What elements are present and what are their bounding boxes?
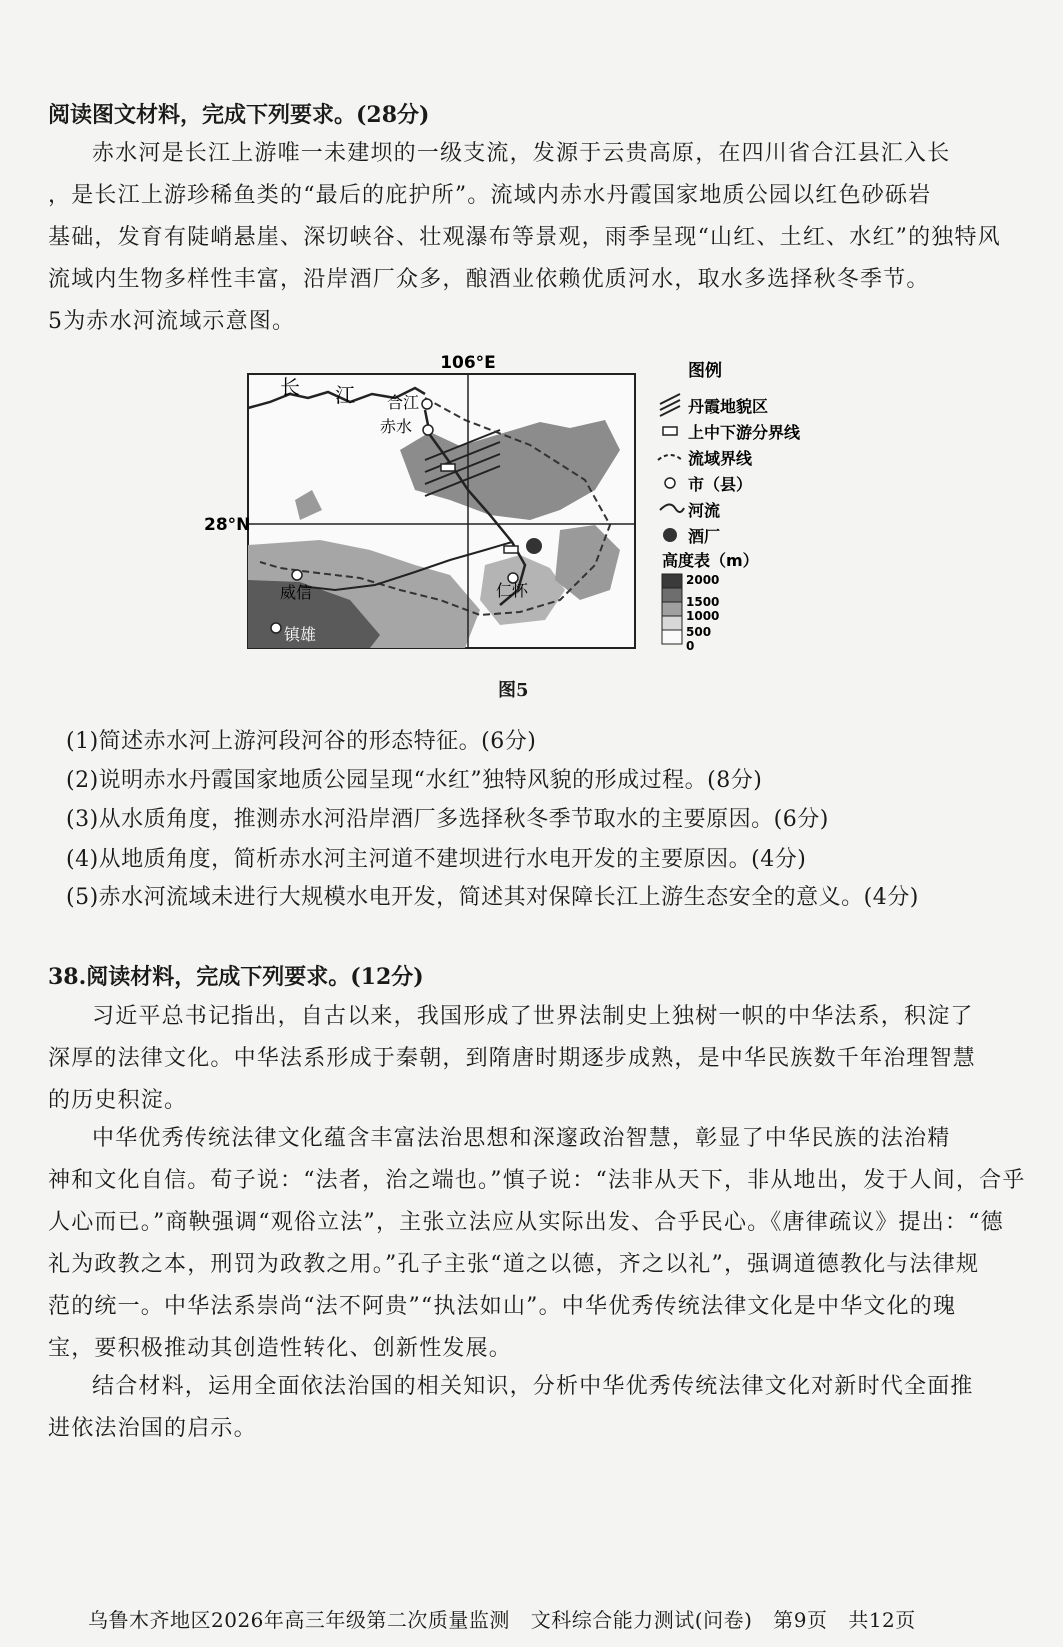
city-label-chishui: 赤水 <box>380 417 413 436</box>
city-marker-zhenxiong <box>271 623 281 633</box>
q38-p2-line-6: 宝，要积极推动其创造性转化、创新性发展。 <box>48 1336 513 1361</box>
q37-line-1: 赤水河是长江上游唯一未建坝的一级支流，发源于云贵高原，在四川省合江县汇入长 <box>92 141 951 166</box>
section-boundary-upper <box>441 464 455 471</box>
q37-line-2: ，是长江上游珍稀鱼类的“最后的庇护所”。流域内赤水丹霞国家地质公园以红色砂砾岩 <box>48 183 932 208</box>
legend-basin-icon <box>658 455 682 460</box>
elevation-swatch-1500 <box>662 588 682 602</box>
map-legend <box>658 360 801 653</box>
footer-subject: 文科综合能力测试(问卷) <box>530 1608 753 1632</box>
elevation-swatch-1000 <box>662 602 682 616</box>
q38-heading: 38.阅读材料，完成下列要求。(12分) <box>48 964 424 990</box>
latitude-label: 28°N <box>204 515 251 535</box>
q38-p3-line-1: 结合材料，运用全面依法治国的相关知识，分析中华优秀传统法律文化对新时代全面推 <box>92 1374 974 1399</box>
elevation-tick-1500: 1500 <box>686 595 720 609</box>
city-label-weixin: 威信 <box>280 583 313 602</box>
elevation-swatch-0 <box>662 630 682 644</box>
legend-danxia-icon <box>660 394 680 416</box>
q38-p2-line-2: 神和文化自信。荀子说：“法者，治之端也。”慎子说：“法非从天下，非从地出，发于人间，合乎 <box>48 1168 1026 1193</box>
footer-page-number: 第9页 <box>773 1608 828 1632</box>
legend-elevation-title: 高度表（m） <box>662 551 759 570</box>
q38-p2-line-1: 中华优秀传统法律文化蕴含丰富法治思想和深邃政治智慧，彰显了中华民族的法治精 <box>92 1126 951 1151</box>
q38-p1-line-2: 深厚的法律文化。中华法系形成于秦朝，到隋唐时期逐步成熟，是中华民族数千年治理智慧 <box>48 1046 977 1071</box>
legend-item-city: 市（县） <box>688 475 753 494</box>
longitude-label: 106°E <box>440 353 496 373</box>
chishui-basin-map <box>200 350 860 710</box>
q38-p2-line-3: 人心而已。”商鞅强调“观俗立法”，主张立法应从实际出发、合乎民心。《唐律疏议》提出：“德 <box>48 1210 1004 1235</box>
city-label-hejiang: 合江 <box>387 393 420 412</box>
q37-line-3: 基础，发育有陡峭悬崖、深切峡谷、壮观瀑布等景观，雨季呈现“山红、土红、水红”的独特风 <box>48 225 1001 250</box>
q38-paragraph-1 <box>48 996 1010 1122</box>
elevation-swatch-500 <box>662 616 682 630</box>
distillery-icon <box>526 538 542 554</box>
q37-subquestion-3: (3)从水质角度，推测赤水河沿岸酒厂多选择秋冬季节取水的主要原因。(6分) <box>66 807 829 832</box>
q37-line-5: 5为赤水河流域示意图。 <box>48 309 296 334</box>
footer-total-pages: 共12页 <box>848 1608 916 1632</box>
figure-caption: 图5 <box>498 680 529 701</box>
legend-boundary-icon <box>663 427 677 435</box>
river-label-chang: 长 <box>280 375 300 399</box>
legend-item-distillery: 酒厂 <box>688 527 721 546</box>
q37-line-4: 流域内生物多样性丰富，沿岸酒厂众多，酿酒业依赖优质河水，取水多选择秋冬季节。 <box>48 267 930 292</box>
city-marker-weixin <box>292 570 302 580</box>
legend-title: 图例 <box>688 361 722 381</box>
q37-subquestion-5: (5)赤水河流域未进行大规模水电开发，简述其对保障长江上游生态安全的意义。(4分) <box>66 885 919 910</box>
river-label-jiang: 江 <box>335 383 355 407</box>
legend-item-danxia: 丹霞地貌区 <box>688 397 769 416</box>
q38-p1-line-1: 习近平总书记指出，自古以来，我国形成了世界法制史上独树一帜的中华法系，积淀了 <box>92 1004 974 1029</box>
elevation-swatch-2000 <box>662 574 682 588</box>
q37-material <box>48 133 1010 343</box>
footer-exam-name: 乌鲁木齐地区2026年高三年级第二次质量监测 <box>88 1608 510 1632</box>
legend-item-river: 河流 <box>688 501 721 520</box>
legend-item-section: 上中下游分界线 <box>688 423 801 442</box>
q38-paragraph-3 <box>48 1366 1010 1450</box>
elevation-tick-0: 0 <box>686 639 695 653</box>
legend-river-icon <box>660 504 684 512</box>
q38-p1-line-3: 的历史积淀。 <box>48 1088 188 1113</box>
city-label-zhenxiong: 镇雄 <box>284 625 317 644</box>
elevation-tick-1000: 1000 <box>686 609 720 623</box>
section-boundary-lower <box>504 546 518 553</box>
city-marker-hejiang <box>422 399 432 409</box>
elevation-tick-500: 500 <box>686 625 712 639</box>
q37-subquestion-2: (2)说明赤水丹霞国家地质公园呈现“水红”独特风貌的形成过程。(8分) <box>66 768 763 793</box>
q38-paragraph-2 <box>48 1118 1026 1370</box>
legend-item-basin: 流域界线 <box>688 449 753 468</box>
page-footer <box>88 1604 930 1633</box>
city-marker-chishui <box>423 425 433 435</box>
legend-distillery-icon <box>663 528 677 542</box>
q37-subquestion-1: (1)简述赤水河上游河段河谷的形态特征。(6分) <box>66 729 537 754</box>
q37-heading: 阅读图文材料，完成下列要求。(28分) <box>48 102 430 128</box>
q38-p2-line-4: 礼为政教之本，刑罚为政教之用。”孔子主张“道之以德，齐之以礼”，强调道德教化与法律规 <box>48 1252 980 1277</box>
q38-p3-line-2: 进依法治国的启示。 <box>48 1416 257 1441</box>
legend-city-icon <box>665 478 675 488</box>
q38-p2-line-5: 范的统一。中华法系崇尚“法不阿贵”“执法如山”。中华优秀传统法律文化是中华文化的瑰 <box>48 1294 957 1319</box>
elevation-tick-2000: 2000 <box>686 573 720 587</box>
q37-subquestion-4: (4)从地质角度，简析赤水河主河道不建坝进行水电开发的主要原因。(4分) <box>66 847 807 872</box>
city-label-renhuai: 仁怀 <box>496 581 529 600</box>
